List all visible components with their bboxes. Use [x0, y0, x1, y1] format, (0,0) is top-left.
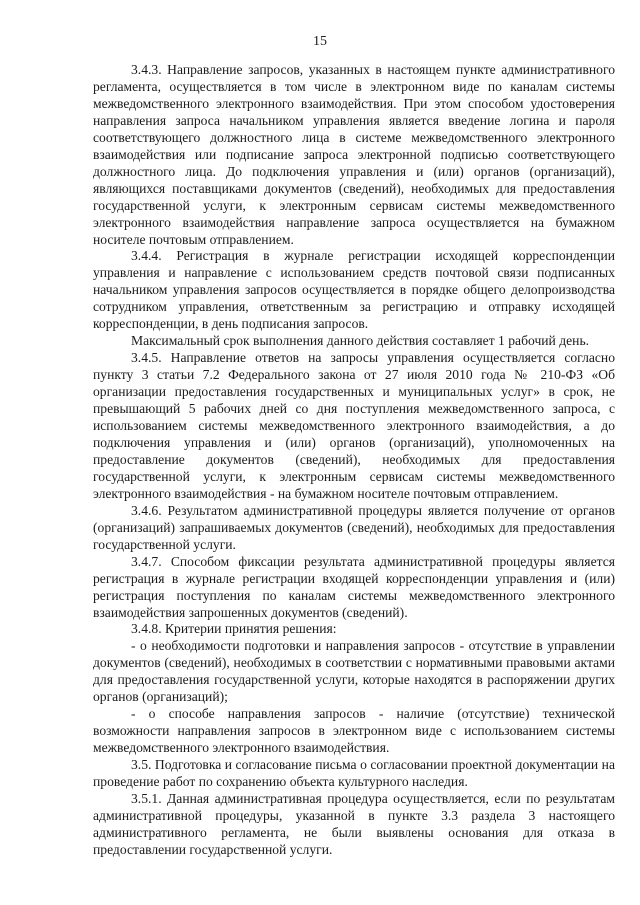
page-number: 15 [313, 34, 327, 49]
criteria-item-method: - о способе направления запросов - наличие (отсутствие) технической возможности направления запросов в электронном виде с использованием системы межведомственного электронного взаимодействия. [93, 706, 615, 756]
paragraph-3-4-3: 3.4.3. Направление запросов, указанных в настоящем пункте административного регламента, осуществляется в том числе в электронном виде по каналам системы межведомственного электронного взаимодействия. При этом способом удостоверения направления запроса начальником управления является введение логина и пароля соответствующего должностного лица в системе межведомственного электронного взаимодействия или подписание запроса электронной подписью соответствующего должностного лица. До подключения управления и (или) органов (организаций), являющихся поставщиками документов (сведений), необходимых для предоставления государственной услуги, к электронным сервисам системы межведомственного электронного взаимодействия направление запроса осуществляется на бумажном носителе почтовым отправлением. [93, 62, 615, 247]
paragraph-3-4-7: 3.4.7. Способом фиксации результата административной процедуры является регистрация в журнале регистрации входящей корреспонденции управления и (или) регистрация поступления по каналам системы межведомственного электронного взаимодействия запрошенных документов (сведений). [93, 553, 615, 620]
paragraph-3-4-5: 3.4.5. Направление ответов на запросы управления осуществляется согласно пункту 3 статьи 7.2 Федерального закона от 27 июля 2010 года № 210-ФЗ «Об организации предоставления государственных и муниципальных услуг» в срок, не превышающий 5 рабочих дней со дня поступления межведомственного запроса, с использованием системы межведомственного электронного взаимодействия, а до подключения управления и (или) органов (организаций), уполномоченных на предоставление документов (сведений), необходимых для предоставления государственной услуги, к электронным сервисам системы межведомственного электронного взаимодействия - на бумажном носителе почтовым отправлением. [93, 350, 615, 501]
paragraph-3-4-6: 3.4.6. Результатом административной процедуры является получение от органов (организаций) запрашиваемых документов (сведений), необходимых для предоставления государственной услуги. [93, 502, 615, 552]
criteria-item-requests: - о необходимости подготовки и направления запросов - отсутствие в управлении документов (сведений), необходимых в соответствии с нормативными правовыми актами для предоставления государственной услуги, которые находятся в распоряжении других органов (организаций); [93, 638, 615, 705]
paragraph-3-4-8: 3.4.8. Критерии принятия решения: [131, 621, 337, 637]
document-body [93, 62, 615, 859]
paragraph-3-4-4: 3.4.4. Регистрация в журнале регистрации исходящей корреспонденции управления и направление с использованием средств почтовой связи подписанных начальником управления запросов осуществляется в порядке общего делопроизводства сотрудником управления, ответственным за регистрацию и отправку исходящей корреспонденции, в день подписания запросов. [93, 248, 615, 332]
paragraph-max-term: Максимальный срок выполнения данного действия составляет 1 рабочий день. [131, 333, 590, 349]
paragraph-3-5: 3.5. Подготовка и согласование письма о согласовании проектной документации на проведение работ по сохранению объекта культурного наследия. [93, 757, 615, 790]
paragraph-3-5-1: 3.5.1. Данная административная процедура осуществляется, если по результатам административной процедуры, указанной в пункте 3.3 раздела 3 настоящего административного регламента, не были выявлены основания для отказа в предоставлении государственной услуги. [93, 790, 615, 857]
